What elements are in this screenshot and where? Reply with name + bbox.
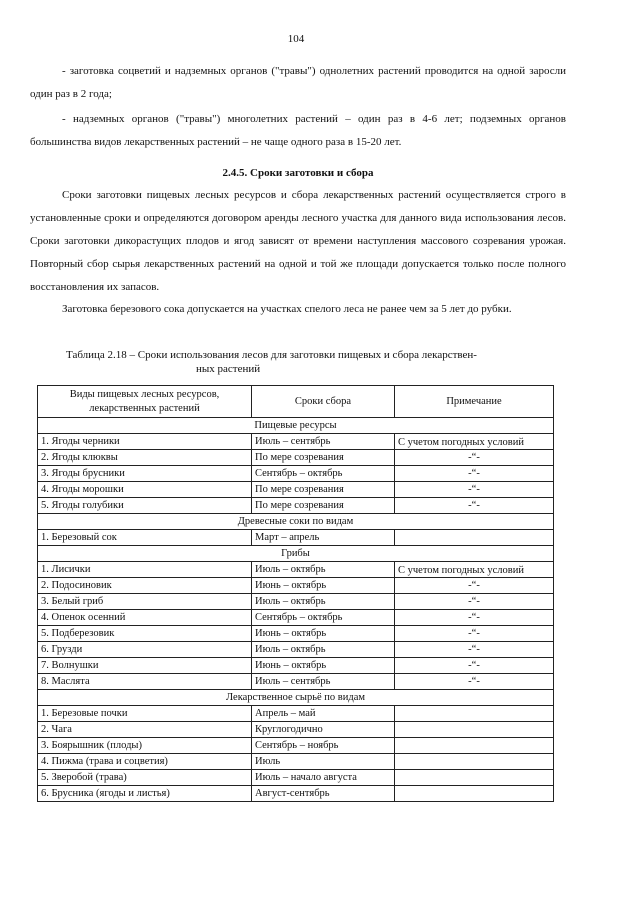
section-title: Древесные соки по видам [38,514,554,530]
note-cell: -“- [395,450,554,466]
table-caption-line1: Таблица 2.18 – Сроки использования лесов для заготовки пищевых и сбора лекарствен- [66,349,477,361]
table-row [38,466,554,482]
table-section-row [38,514,554,530]
section-title: Лекарственное сырьё по видам [38,690,554,706]
resource-name-cell: 4. Опенок осенний [38,610,252,626]
table-row [38,562,554,578]
harvest-period-cell: Июнь – октябрь [252,658,395,674]
harvest-period-cell: Июль – октябрь [252,594,395,610]
table-row [38,770,554,786]
harvest-period-cell: Сентябрь – ноябрь [252,738,395,754]
harvest-period-cell: Август-сентябрь [252,786,395,802]
note-cell: -“- [395,658,554,674]
table-row [38,594,554,610]
resource-name-cell: 1. Ягоды черники [38,434,252,450]
table-section-row [38,418,554,434]
resource-name-cell: 3. Боярышник (плоды) [38,738,252,754]
note-cell: -“- [395,642,554,658]
paragraph-birch-sap: Заготовка березового сока допускается на участках спелого леса не ранее чем за 5 лет до рубки. [62,303,512,315]
note-cell [395,706,554,722]
table-row [38,530,554,546]
paragraph-harvest-terms: Сроки заготовки пищевых лесных ресурсов и сбора лекарственных растений осуществляется строго в установленные сроки и определяются договором аренды лесного участка для данного вида использования лесов. Сроки заготовки дикорастущих плодов и ягод зависят от времени наступления массового созревания урожая. Повторный сбор сырья лекарственных растений на одной и той же площади допускается только после полного восстановления их запасов. [30,189,566,293]
table-row [38,482,554,498]
resource-name-cell: 5. Ягоды голубики [38,498,252,514]
table-row [38,498,554,514]
resource-name-cell: 1. Березовые почки [38,706,252,722]
paragraph-perennial-plants: - надземных органов ("травы") многолетних растений – один раз в 4-6 лет; подземных органов большинства видов лекарственных растений – не чаще одного раза в 15-20 лет. [30,113,566,148]
table-header-row [38,386,554,418]
table-row [38,578,554,594]
harvest-period-cell: Июль – сентябрь [252,674,395,690]
header-note: Примечание [395,386,554,418]
harvest-period-cell: По мере созревания [252,450,395,466]
harvest-period-cell: Сентябрь – октябрь [252,466,395,482]
note-cell: -“- [395,610,554,626]
table-row [38,706,554,722]
resource-name-cell: 6. Брусника (ягоды и листья) [38,786,252,802]
table-caption [66,348,556,376]
section-heading: 2.4.5. Сроки заготовки и сбора [222,167,374,179]
table-row [38,674,554,690]
note-cell: -“- [395,626,554,642]
table-row [38,722,554,738]
note-cell [395,770,554,786]
harvest-period-cell: По мере созревания [252,498,395,514]
resource-name-cell: 1. Березовый сок [38,530,252,546]
note-cell: -“- [395,674,554,690]
resource-name-cell: 4. Пижма (трава и соцветия) [38,754,252,770]
table-row [38,642,554,658]
note-cell: -“- [395,498,554,514]
note-cell: -“- [395,482,554,498]
resource-name-cell: 5. Подберезовик [38,626,252,642]
harvest-period-cell: Июль – октябрь [252,562,395,578]
note-cell: С учетом погодных условий [395,434,554,450]
resource-name-cell: 8. Маслята [38,674,252,690]
harvest-period-cell: Июнь – октябрь [252,578,395,594]
table-row [38,786,554,802]
harvest-terms-table [37,385,554,802]
resource-name-cell: 1. Лисички [38,562,252,578]
table-section-row [38,546,554,562]
harvest-period-cell: Март – апрель [252,530,395,546]
harvest-period-cell: Апрель – май [252,706,395,722]
page-number: 104 [287,33,305,45]
note-cell: -“- [395,578,554,594]
section-title: Грибы [38,546,554,562]
table-row [38,610,554,626]
note-cell: С учетом погодных условий [395,562,554,578]
note-cell [395,754,554,770]
table-row [38,658,554,674]
table-row [38,626,554,642]
header-harvest-period: Сроки сбора [252,386,395,418]
paragraph-annual-plants: - заготовка соцветий и надземных органов ("травы") однолетних растений проводится на одной заросли один раз в 2 года; [30,65,566,100]
resource-name-cell: 5. Зверобой (трава) [38,770,252,786]
table-section-row [38,690,554,706]
resource-name-cell: 3. Ягоды брусники [38,466,252,482]
table-row [38,738,554,754]
resource-name-cell: 2. Ягоды клюквы [38,450,252,466]
note-cell [395,738,554,754]
note-cell [395,786,554,802]
table-row [38,754,554,770]
harvest-period-cell: Июнь – октябрь [252,626,395,642]
table-row [38,450,554,466]
table-row [38,434,554,450]
note-cell: -“- [395,466,554,482]
header-resource-type: Виды пищевых лесных ресурсов, лекарственных растений [38,386,252,418]
resource-name-cell: 4. Ягоды морошки [38,482,252,498]
harvest-period-cell: По мере созревания [252,482,395,498]
harvest-period-cell: Сентябрь – октябрь [252,610,395,626]
resource-name-cell: 2. Чага [38,722,252,738]
resource-name-cell: 2. Подосиновик [38,578,252,594]
resource-name-cell: 6. Грузди [38,642,252,658]
harvest-period-cell: Июль – сентябрь [252,434,395,450]
table-caption-line2: ных растений [196,363,261,375]
resource-name-cell: 3. Белый гриб [38,594,252,610]
harvest-period-cell: Круглогодично [252,722,395,738]
section-title: Пищевые ресурсы [38,418,554,434]
note-cell: -“- [395,594,554,610]
harvest-period-cell: Июль [252,754,395,770]
harvest-period-cell: Июль – октябрь [252,642,395,658]
note-cell [395,722,554,738]
note-cell [395,530,554,546]
resource-name-cell: 7. Волнушки [38,658,252,674]
harvest-period-cell: Июль – начало августа [252,770,395,786]
